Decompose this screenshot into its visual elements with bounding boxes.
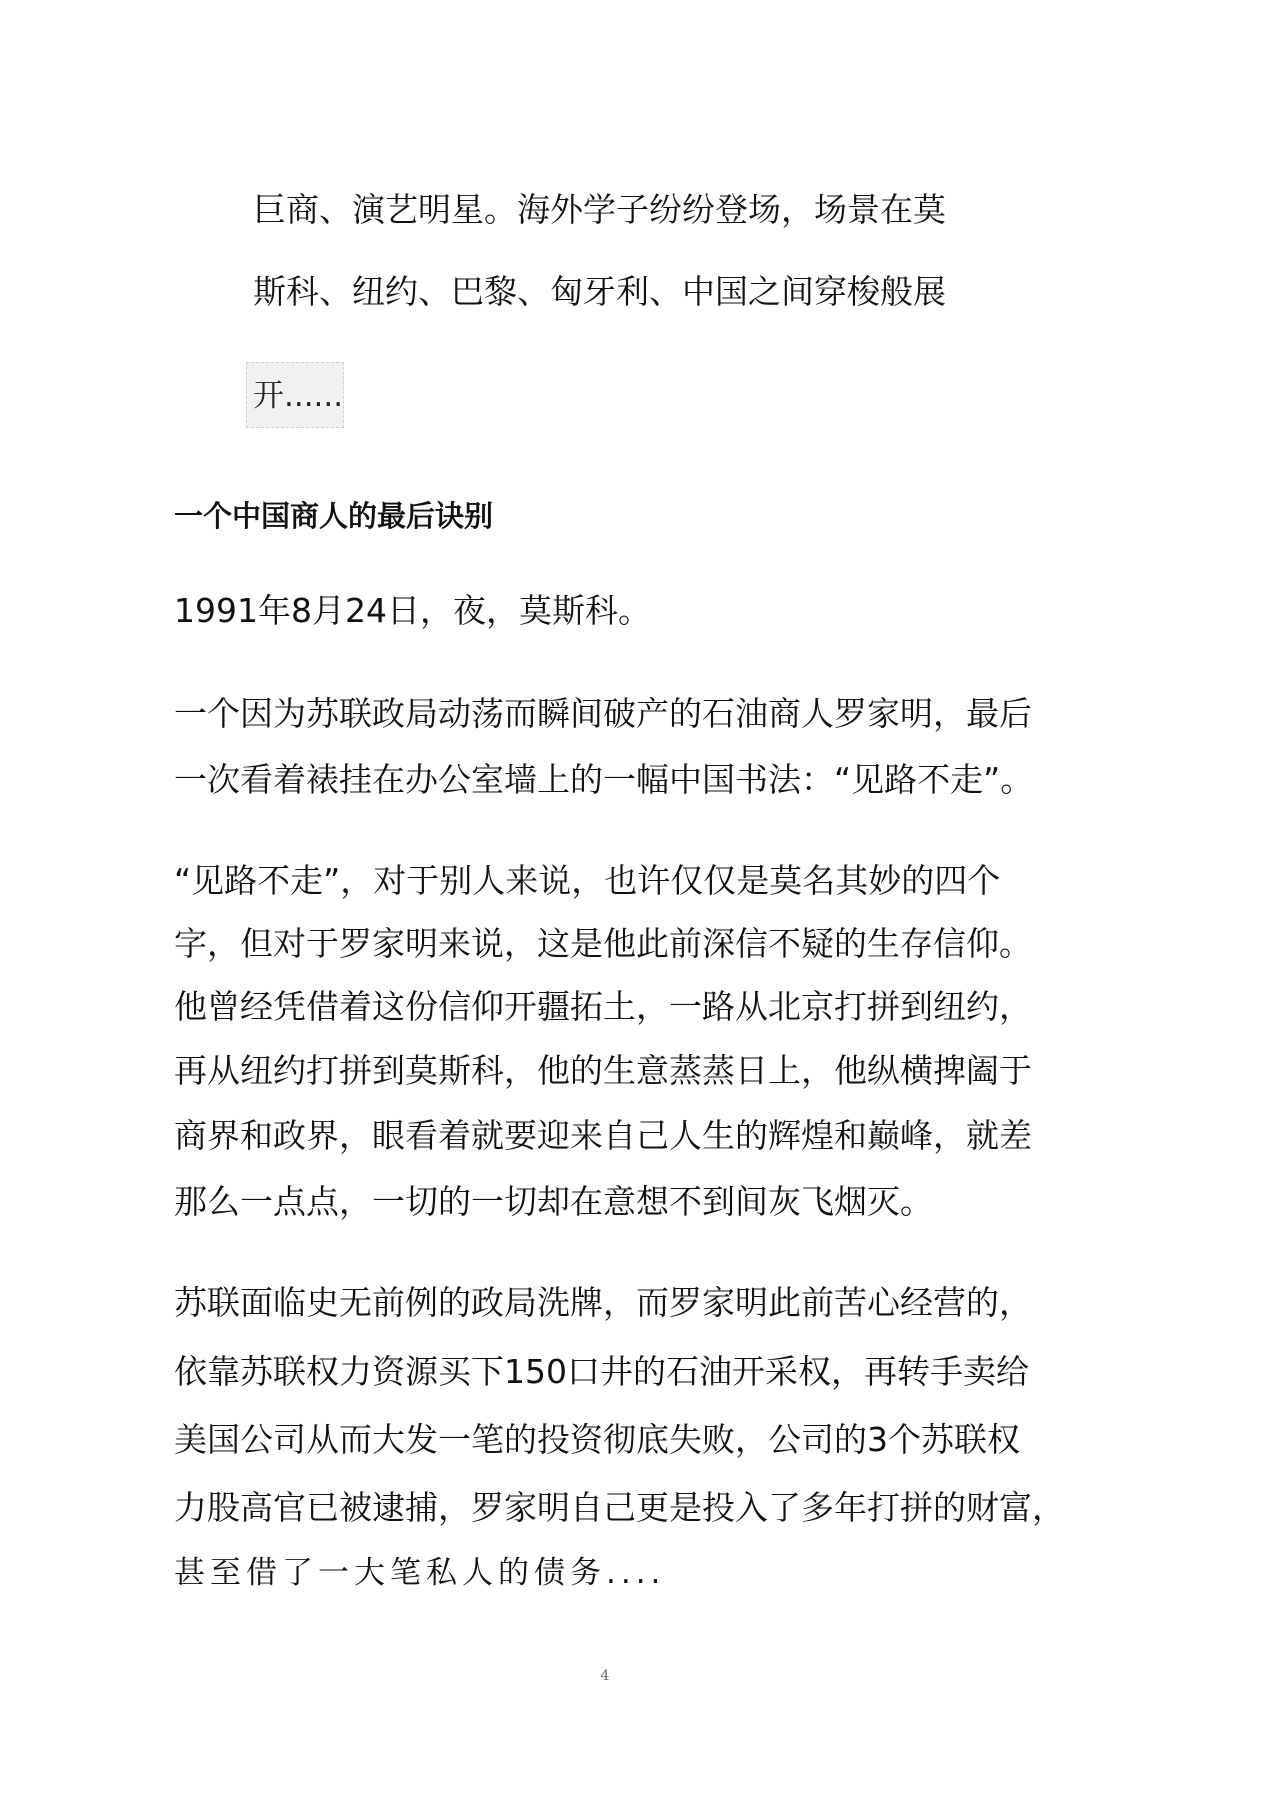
date-line: 1991年8月24日，夜，莫斯科。 xyxy=(174,591,651,630)
paragraph3-line-5: 甚至借了一大笔私人的债务.... xyxy=(174,1555,666,1591)
intro-line-2: 斯科、纽约、巴黎、匈牙利、中国之间穿梭般展 xyxy=(253,272,946,311)
paragraph3-line-2: 依靠苏联权力资源买下150口井的石油开采权，再转手卖给 xyxy=(174,1352,1029,1391)
paragraph2-line-2: 字，但对于罗家明来说，这是他此前深信不疑的生存信仰。 xyxy=(174,924,1032,963)
intro-line-1: 巨商、演艺明星。海外学子纷纷登场，场景在莫 xyxy=(253,190,946,229)
paragraph1-line-1: 一个因为苏联政局动荡而瞬间破产的石油商人罗家明，最后 xyxy=(174,694,1032,733)
paragraph2-line-1: “见路不走”，对于别人来说，也许仅仅是莫名其妙的四个 xyxy=(174,861,1001,900)
paragraph3-line-1: 苏联面临史无前例的政局洗牌，而罗家明此前苦心经营的， xyxy=(174,1283,1032,1322)
paragraph2-line-6: 那么一点点，一切的一切却在意想不到间灰飞烟灭。 xyxy=(174,1182,933,1221)
paragraph2-line-4: 再从纽约打拼到莫斯科，他的生意蒸蒸日上，他纵横捭阖于 xyxy=(174,1051,1032,1090)
intro-tail-box xyxy=(246,362,344,428)
paragraph1-line-2: 一次看着裱挂在办公室墙上的一幅中国书法：“见路不走”。 xyxy=(174,760,1034,799)
paragraph2-line-5: 商界和政界，眼看着就要迎来自己人生的辉煌和巅峰，就差 xyxy=(174,1116,1032,1155)
intro-tail-text: 开...... xyxy=(253,378,344,414)
page-number: 4 xyxy=(600,1668,610,1684)
paragraph3-line-3: 美国公司从而大发一笔的投资彻底失败，公司的3个苏联权 xyxy=(174,1420,1020,1459)
paragraph3-line-4: 力股高官已被逮捕，罗家明自己更是投入了多年打拼的财富， xyxy=(174,1488,1065,1527)
paragraph2-line-3: 他曾经凭借着这份信仰开疆拓土，一路从北京打拼到纽约， xyxy=(174,987,1032,1026)
section-heading: 一个中国商人的最后诀别 xyxy=(174,499,494,533)
